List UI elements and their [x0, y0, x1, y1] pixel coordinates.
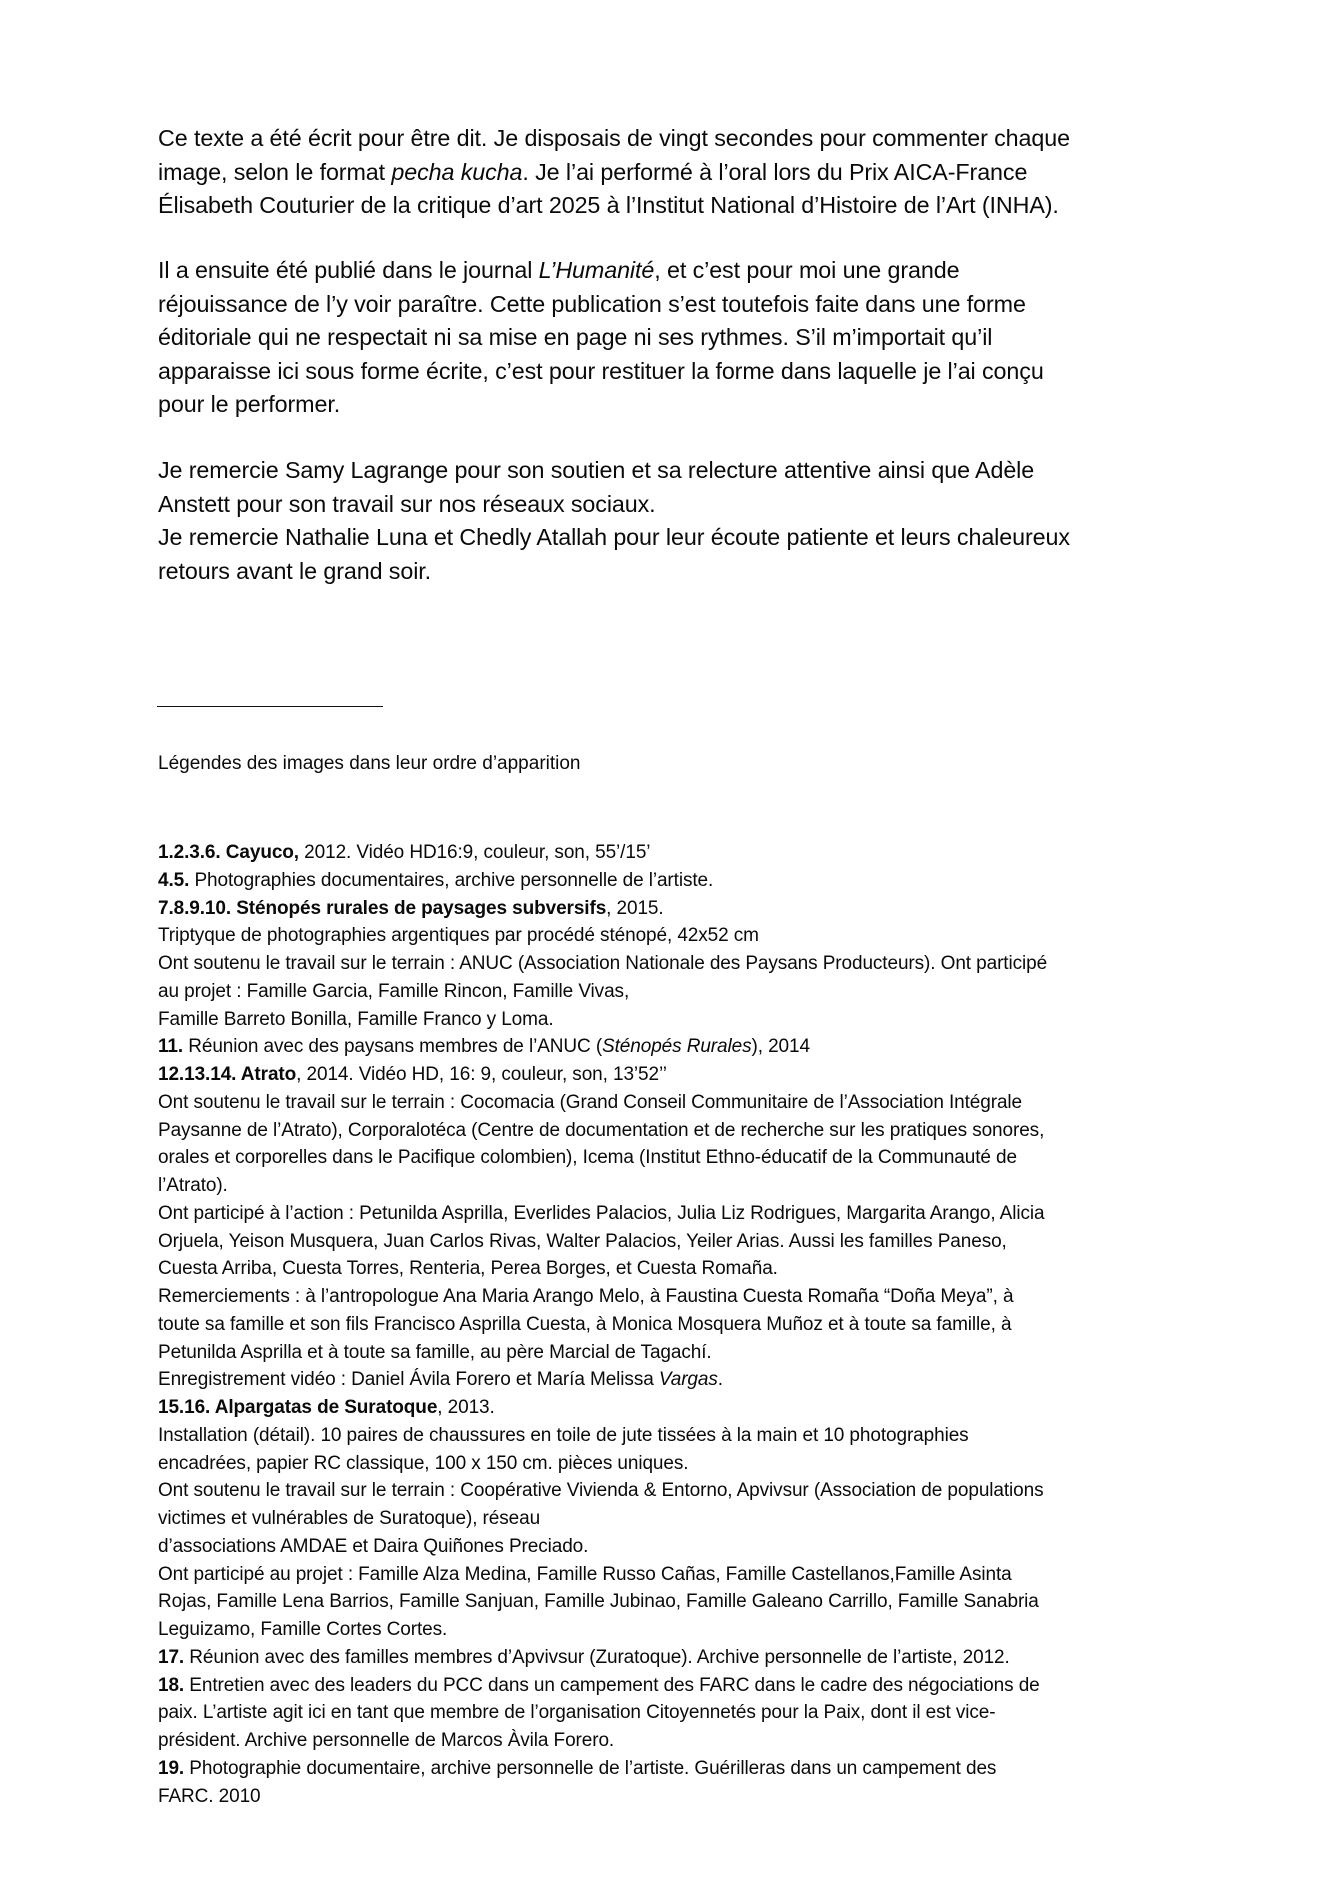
caption-number-title: 12.13.14. Atrato [158, 1064, 297, 1085]
text-line: retours avant le grand soir. [158, 557, 432, 584]
text-line: Rojas, Famille Lena Barrios, Famille Sanjuan, Famille Jubinao, Famille Galeano Carrillo, Famille Sanabria [158, 1591, 1039, 1613]
text-line: Il a ensuite été publié dans le journal L’Humanité, et c’est pour moi une grande [158, 257, 960, 283]
text-line: Paysanne de l’Atrato), Corporalotéca (Centre de documentation et de recherche sur les pratiques sonores, [158, 1119, 1045, 1141]
legend-heading: Légendes des images dans leur ordre d’apparition [158, 753, 581, 774]
text-line: éditoriale qui ne respectait ni sa mise en page ni ses rythmes. S’il m’importait qu’il [158, 324, 993, 350]
text-line: Anstett pour son travail sur nos réseaux sociaux. [158, 490, 656, 517]
text-line: FARC. 2010 [158, 1785, 261, 1807]
text-line: Leguizamo, Famille Cortes Cortes. [158, 1619, 448, 1640]
text-line: apparaisse ici sous forme écrite, c’est pour restituer la forme dans laquelle je l’ai conçu [158, 357, 1044, 384]
text-line: image, selon le format pecha kucha. Je l’ai performé à l’oral lors du Prix AICA-France [158, 158, 1028, 185]
text-line: encadrées, papier RC classique, 100 x 150 cm. pièces uniques. [158, 1452, 689, 1474]
text-line: président. Archive personnelle de Marcos Àvila Forero. [158, 1730, 615, 1751]
text-line: 11. Réunion avec des paysans membres de l’ANUC (Sténopés Rurales), 2014 [158, 1036, 810, 1058]
caption-number-title: 19. [158, 1757, 185, 1779]
acknowledgements-paragraph [158, 454, 1218, 588]
intro-paragraph-1 [158, 122, 1218, 223]
text-line: Je remercie Nathalie Luna et Chedly Atallah pour leur écoute patiente et leurs chaleureux [158, 524, 1070, 550]
text-line: Cuesta Arriba, Cuesta Torres, Renteria, Perea Borges, et Cuesta Romaña. [158, 1258, 778, 1280]
text-line: Ont soutenu le travail sur le terrain : ANUC (Association Nationale des Paysans Producteurs). Ont participé [158, 953, 1048, 974]
text-line: 1.2.3.6. Cayuco, 2012. Vidéo HD16:9, couleur, son, 55’/15’ [158, 842, 651, 863]
text-line: au projet : Famille Garcia, Famille Rincon, Famille Vivas, [158, 980, 630, 1002]
text-line: Je remercie Samy Lagrange pour son soutien et sa relecture attentive ainsi que Adèle [158, 457, 1035, 483]
text-line: Ont participé au projet : Famille Alza Medina, Famille Russo Cañas, Famille Castellanos,Famille Asinta [158, 1563, 1012, 1585]
footnote-separator-rule [157, 706, 383, 707]
text-line: toute sa famille et son fils Francisco Asprilla Cuesta, à Monica Mosquera Muñoz et à toute sa famille, à [158, 1313, 1012, 1335]
caption-number-title: 7.8.9.10. Sténopés rurales de paysages subversifs [158, 897, 607, 919]
caption-number-title: 18. [158, 1674, 185, 1696]
text-line: Famille Barreto Bonilla, Famille Franco y Loma. [158, 1008, 554, 1030]
intro-paragraph-2 [158, 254, 1218, 422]
text-line: Triptyque de photographies argentiques par procédé sténopé, 42x52 cm [158, 925, 759, 947]
caption-number-title: 4.5. [158, 869, 190, 891]
text-line: 7.8.9.10. Sténopés rurales de paysages subversifs, 2015. [158, 897, 664, 919]
caption-number-title: 1.2.3.6. Cayuco, [158, 842, 299, 863]
text-line: 17. Réunion avec des familles membres d’Apvivsur (Zuratoque). Archive personnelle de l’artiste, 2012. [158, 1646, 1010, 1668]
text-line: victimes et vulnérables de Suratoque), réseau [158, 1508, 541, 1529]
text-line: Petunilda Asprilla et à toute sa famille, au père Marcial de Tagachí. [158, 1341, 712, 1363]
text-line: 19. Photographie documentaire, archive personnelle de l’artiste. Guérilleras dans un campement des [158, 1757, 997, 1779]
text-line: orales et corporelles dans le Pacifique colombien), Icema (Institut Ethno-éducatif de la Communauté de [158, 1147, 1017, 1169]
caption-number-title: 15.16. Alpargatas de Suratoque [158, 1397, 438, 1418]
text-line: paix. L’artiste agit ici en tant que membre de l’organisation Citoyennetés pour la Paix, dont il est vice- [158, 1702, 996, 1724]
text-line: 12.13.14. Atrato, 2014. Vidéo HD, 16: 9, couleur, son, 13’52’’ [158, 1064, 667, 1085]
text-line: Ont soutenu le travail sur le terrain : Coopérative Vivienda & Entorno, Apvivsur (Association de populations [158, 1480, 1044, 1502]
caption-number-title: 17. [158, 1646, 185, 1668]
text-line: Ont soutenu le travail sur le terrain : Cocomacia (Grand Conseil Communitaire de l’Association Intégrale [158, 1091, 1022, 1113]
text-line: Orjuela, Yeison Musquera, Juan Carlos Rivas, Walter Palacios, Yeiler Arias. Aussi les familles Paneso, [158, 1230, 1007, 1252]
italic-title: Sténopés Rurales [602, 1036, 752, 1058]
text-line: l’Atrato). [158, 1175, 228, 1196]
text-line: pour le performer. [158, 391, 341, 417]
caption-number-title: 11. [158, 1036, 184, 1058]
image-captions-list [158, 839, 1218, 1810]
text-line: Remerciements : à l’antropologue Ana Maria Arango Melo, à Faustina Cuesta Romaña “Doña Meya”, à [158, 1286, 1014, 1307]
text-line: Ont participé à l’action : Petunilda Asprilla, Everlides Palacios, Julia Liz Rodrigues, Margarita Arango, Alicia [158, 1202, 1045, 1224]
italic-title: pecha kucha [391, 158, 523, 185]
text-line: Ce texte a été écrit pour être dit. Je disposais de vingt secondes pour commenter chaque [158, 125, 1070, 151]
text-line: réjouissance de l’y voir paraître. Cette publication s’est toutefois faite dans une forme [158, 290, 1026, 317]
text-line: 15.16. Alpargatas de Suratoque, 2013. [158, 1397, 495, 1418]
text-line: Installation (détail). 10 paires de chaussures en toile de jute tissées à la main et 10 photographies [158, 1424, 969, 1446]
italic-title: Vargas [658, 1369, 718, 1391]
italic-title: L’Humanité [538, 257, 655, 283]
text-line: 18. Entretien avec des leaders du PCC dans un campement des FARC dans le cadre des négociations de [158, 1674, 1040, 1696]
text-line: Enregistrement vidéo : Daniel Ávila Forero et María Melissa Vargas. [158, 1369, 723, 1391]
text-line: Élisabeth Couturier de la critique d’art 2025 à l’Institut National d’Histoire de l’Art (INHA). [158, 192, 1059, 218]
text-line: d’associations AMDAE et Daira Quiñones Preciado. [158, 1535, 589, 1557]
text-line: 4.5. Photographies documentaires, archive personnelle de l’artiste. [158, 869, 714, 891]
